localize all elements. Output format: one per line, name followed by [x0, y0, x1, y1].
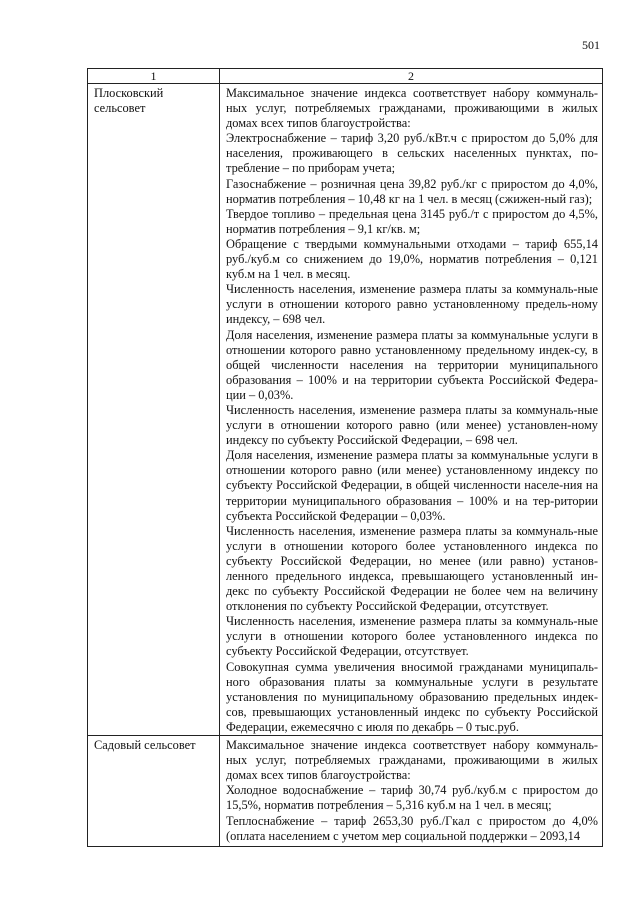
paragraph: Доля населения, изменение размера платы за коммунальные услуги в отношении которого равно (или менее) установленному индексу по субъекту Российской Федерации, в общей численности населе-ния на территории муниципального образования – 100% и на тер-ритории субъекта Российской Федерации – 0,03%.	[226, 448, 598, 523]
paragraph: Теплоснабжение – тариф 2653,30 руб./Гкал с приростом до 4,0% (оплата населением с учетом мер социальной поддержки – 2093,14	[226, 813, 598, 843]
municipality-description	[220, 736, 603, 847]
table-row	[88, 84, 603, 736]
paragraph: Численность населения, изменение размера платы за коммуналь-ные услуги в отношении которого более установленного индекса по субъекту Российской Федерации, отсутствует.	[226, 614, 598, 659]
paragraph: Доля населения, изменение размера платы за коммунальные услуги в отношении которого равно установленному предельному индек-су, в общей численности населения на территории муниципального образования – 100% и на территории субъекта Российской Федера-ции – 0,03%.	[226, 327, 598, 402]
paragraph: Обращение с твердыми коммунальными отходами – тариф 655,14 руб./куб.м со снижением до 19,0%, норматив потребления – 0,121 куб.м на 1 чел. в месяц.	[226, 236, 598, 282]
paragraph: Численность населения, изменение размера платы за коммуналь-ные услуги в отношении которого равно (или менее) установлен-ному индексу по субъекту Российской Федерации, – 698 чел.	[226, 402, 598, 448]
paragraph: Электроснабжение – тариф 3,20 руб./кВт.ч с приростом до 5,0% для населения, проживающего в сельских населенных пунктах, по-требление – по приборам учета;	[226, 131, 598, 176]
municipality-name: Садовый сельсовет	[88, 736, 220, 847]
paragraph: Численность населения, изменение размера платы за коммуналь-ные услуги в отношении которого более установленного индекса по субъекту Российской Федерации, но менее (или равно) установ-ленного предельного индекса, превышающего установленный ин-декс по субъекту Российской Федерации не более чем на величину отклонения по субъекту Российской Федерации, отсутствует.	[226, 523, 598, 614]
municipality-name: Плосковский сельсовет	[88, 84, 220, 736]
main-table	[87, 68, 603, 847]
paragraph: Максимальное значение индекса соответствует набору коммуналь-ных услуг, потребляемых гражданами, проживающими в жилых домах всех типов благоустройства:	[226, 86, 598, 131]
paragraph: Максимальное значение индекса соответствует набору коммуналь-ных услуг, потребляемых гражданами, проживающими в жилых домах всех типов благоустройства:	[226, 738, 598, 783]
table-header-row	[88, 69, 603, 84]
paragraph: Газоснабжение – розничная цена 39,82 руб./кг с приростом до 4,0%, норматив потребления – 10,48 кг на 1 чел. в месяц (сжижен-ный газ);	[226, 176, 598, 206]
table-row	[88, 736, 603, 847]
municipality-description	[220, 84, 603, 736]
page-number: 501	[582, 38, 600, 52]
paragraph: Численность населения, изменение размера платы за коммуналь-ные услуги в отношении которого равно установленному предель-ному индексу, – 698 чел.	[226, 282, 598, 327]
column-header-2: 2	[220, 69, 603, 84]
column-header-1: 1	[88, 69, 220, 84]
paragraph: Твердое топливо – предельная цена 3145 руб./т с приростом до 4,5%, норматив потребления – 9,1 кг/кв. м;	[226, 206, 598, 236]
paragraph: Совокупная сумма увеличения вносимой гражданами муниципаль-ного образования платы за коммунальные услуги в результате установления по муниципальному образованию предельных индек-сов, превышающих установленный индекс по субъекту Российской Федерации, ежемесячно с июля по декабрь – 0 тыс.руб.	[226, 659, 598, 734]
paragraph: Холодное водоснабжение – тариф 30,74 руб./куб.м с приростом до 15,5%, норматив потребления – 5,316 куб.м на 1 чел. в месяц;	[226, 783, 598, 813]
